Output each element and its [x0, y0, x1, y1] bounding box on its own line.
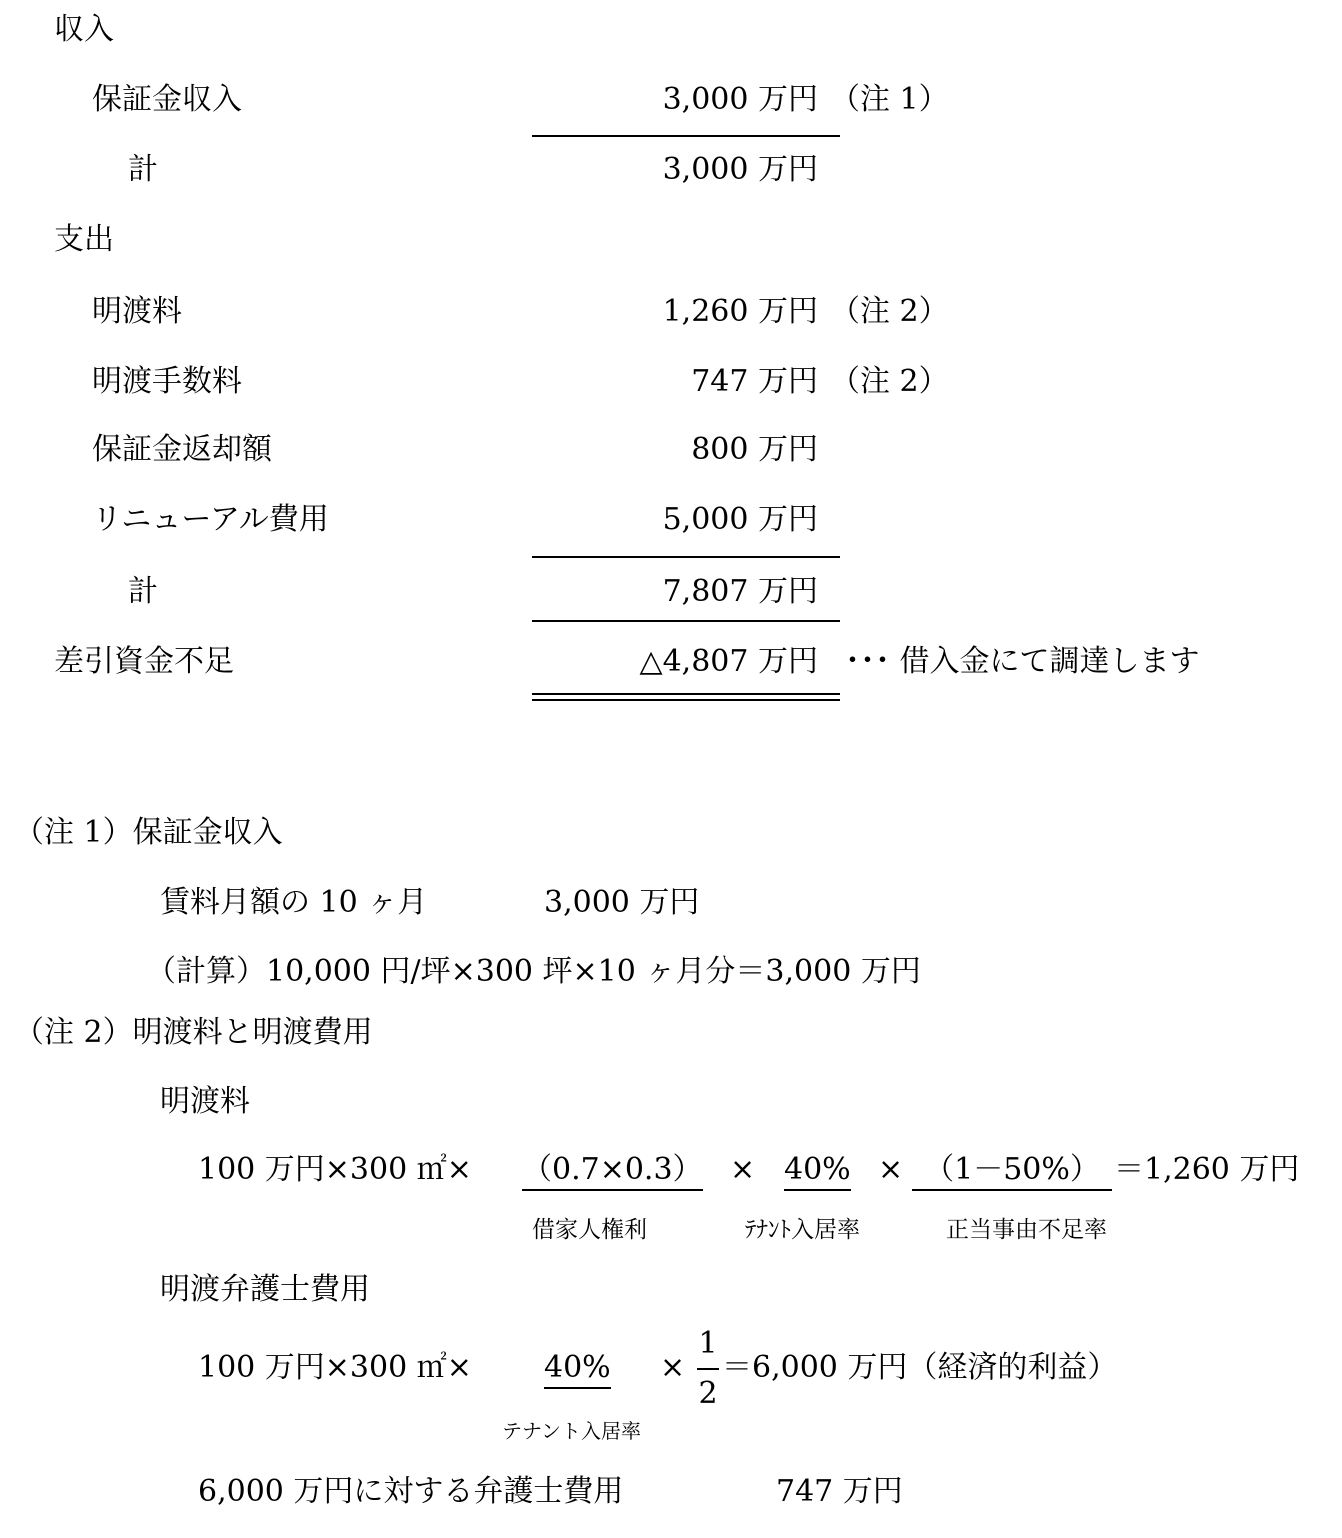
formula1-label-2: ﾃﾅﾝﾄ入居率 — [745, 1217, 860, 1243]
income-total: 3,000 万円 — [662, 152, 818, 187]
note1-line1-value: 3,000 万円 — [544, 885, 700, 920]
expense-heading: 支出 — [54, 222, 114, 257]
expense-item-note: （注 2） — [830, 294, 949, 329]
note2-title: （注 2）明渡料と明渡費用 — [14, 1015, 373, 1050]
balance-comment: ･･･ 借入金にて調達します — [845, 644, 1200, 679]
formula1-label-1: 借家人権利 — [532, 1217, 647, 1243]
income-item-amount: 3,000 万円 — [662, 82, 818, 117]
expense-item-amount: 800 万円 — [691, 432, 818, 467]
divider — [532, 556, 840, 558]
expense-total: 7,807 万円 — [662, 574, 818, 609]
formula2-label: テナント入居率 — [502, 1419, 641, 1443]
expense-item-label: 保証金返却額 — [92, 432, 272, 467]
lawyer-fee-label: 6,000 万円に対する弁護士費用 — [198, 1474, 624, 1509]
formula1-times: × — [730, 1152, 756, 1187]
divider — [532, 135, 840, 137]
formula2-term: 40% — [544, 1350, 611, 1389]
formula1-term3: （1－50%） — [912, 1152, 1112, 1191]
income-item-note: （注 1） — [830, 82, 949, 117]
formula1-term1: （0.7×0.3） — [522, 1152, 703, 1191]
expense-item-label: リニューアル費用 — [92, 502, 329, 537]
double-line-top — [532, 693, 840, 695]
formula1-prefix: 100 万円×300 ㎡× — [198, 1152, 472, 1187]
double-line-bottom — [532, 699, 840, 701]
expense-item-amount: 5,000 万円 — [662, 502, 818, 537]
income-heading: 収入 — [54, 12, 114, 47]
expense-item-label: 明渡手数料 — [92, 364, 242, 399]
income-item-label: 保証金収入 — [92, 82, 242, 117]
balance-label: 差引資金不足 — [54, 644, 234, 679]
note1-line1-label: 賃料月額の 10 ヶ月 — [160, 885, 428, 920]
formula1-result: ＝1,260 万円 — [1114, 1152, 1300, 1187]
lawyer-fee-value: 747 万円 — [776, 1474, 903, 1509]
fraction-bar — [697, 1368, 719, 1370]
expense-total-label: 計 — [128, 574, 158, 609]
expense-item-note: （注 2） — [830, 364, 949, 399]
formula1-times: × — [878, 1152, 904, 1187]
balance-amount: △4,807 万円 — [639, 644, 818, 679]
divider — [532, 620, 840, 622]
note2-sub1: 明渡料 — [160, 1084, 250, 1119]
income-total-label: 計 — [128, 152, 158, 187]
formula2-result: ＝6,000 万円（経済的利益） — [722, 1350, 1118, 1385]
formula1-term2: 40% — [784, 1152, 851, 1191]
formula1-label-3: 正当事由不足率 — [946, 1217, 1107, 1243]
note1-calc: （計算）10,000 円/坪×300 坪×10 ヶ月分＝3,000 万円 — [146, 954, 921, 989]
fraction-denominator: 2 — [698, 1376, 718, 1411]
note1-title: （注 1）保証金収入 — [14, 815, 283, 850]
formula2-prefix: 100 万円×300 ㎡× — [198, 1350, 472, 1385]
formula2-times: × — [660, 1350, 686, 1385]
expense-item-amount: 1,260 万円 — [662, 294, 818, 329]
fraction-numerator: 1 — [698, 1326, 718, 1361]
expense-item-amount: 747 万円 — [691, 364, 818, 399]
expense-item-label: 明渡料 — [92, 294, 182, 329]
note2-sub2: 明渡弁護士費用 — [160, 1272, 370, 1307]
